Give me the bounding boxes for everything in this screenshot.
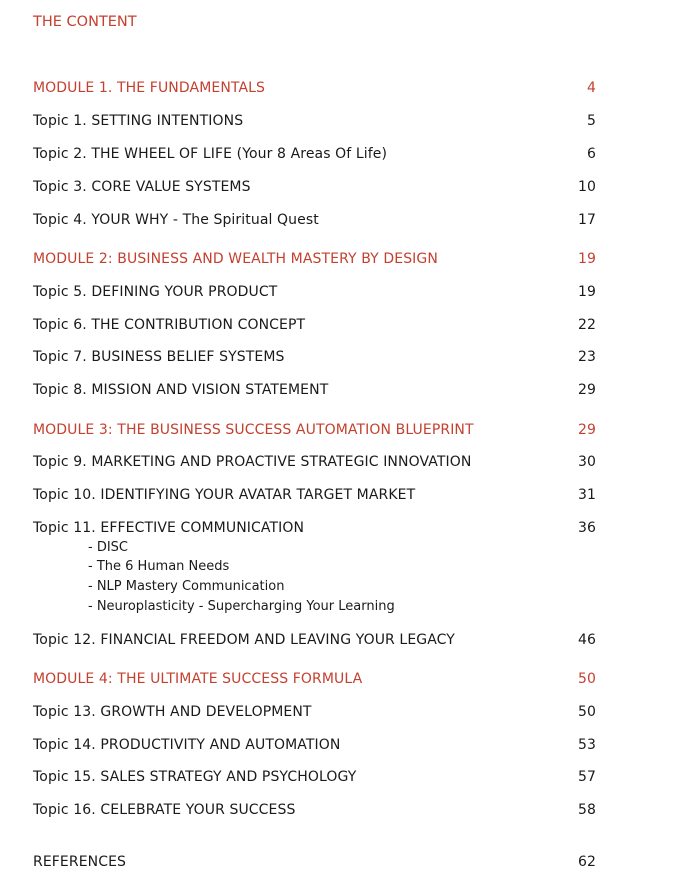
entry-label: MODULE 2: BUSINESS AND WEALTH MASTERY BY DESIGN (33, 251, 438, 267)
toc-topic-entry[interactable] (33, 315, 596, 335)
entry-page-number: 10 (577, 179, 596, 195)
entry-page-number: 23 (577, 349, 596, 365)
page-title: THE CONTENT (33, 14, 137, 30)
topic-11-subitem: - The 6 Human Needs (88, 559, 230, 574)
entry-label: REFERENCES (33, 854, 127, 870)
toc-topic-entry[interactable] (33, 702, 596, 722)
entry-label: Topic 14. PRODUCTIVITY AND AUTOMATION (33, 737, 341, 753)
toc-topic-entry[interactable] (33, 485, 596, 505)
toc-topic-entry[interactable] (33, 380, 596, 400)
entry-label: Topic 1. SETTING INTENTIONS (33, 113, 244, 129)
entry-page-number: 30 (577, 454, 596, 470)
entry-label: MODULE 4: THE ULTIMATE SUCCESS FORMULA (33, 671, 363, 687)
entry-label: Topic 15. SALES STRATEGY AND PSYCHOLOGY (33, 769, 357, 785)
entry-page-number: 31 (577, 487, 596, 503)
entry-label: Topic 3. CORE VALUE SYSTEMS (33, 179, 251, 195)
topic-11-subitem: - DISC (88, 540, 128, 555)
toc-topic-entry[interactable] (33, 630, 596, 650)
entry-page-number: 53 (577, 737, 596, 753)
entry-page-number: 4 (586, 80, 596, 96)
entry-page-number: 19 (577, 251, 596, 267)
toc-topic-entry[interactable] (33, 518, 596, 538)
entry-page-number: 58 (577, 802, 596, 818)
toc-module-entry[interactable] (33, 249, 596, 269)
topic-11-subitem: - NLP Mastery Communication (88, 579, 285, 594)
entry-page-number: 19 (577, 284, 596, 300)
entry-label: Topic 4. YOUR WHY - The Spiritual Quest (33, 212, 319, 228)
entry-page-number: 22 (577, 317, 596, 333)
entry-page-number: 57 (577, 769, 596, 785)
entry-page-number: 29 (577, 382, 596, 398)
entry-label: Topic 6. THE CONTRIBUTION CONCEPT (33, 317, 306, 333)
toc-topic-entry[interactable] (33, 735, 596, 755)
entry-label: Topic 5. DEFINING YOUR PRODUCT (33, 284, 278, 300)
entry-label: Topic 2. THE WHEEL OF LIFE (Your 8 Areas Of Life) (33, 146, 388, 162)
toc-topic-entry[interactable] (33, 452, 596, 472)
entry-page-number: 62 (577, 854, 596, 870)
entry-label: Topic 8. MISSION AND VISION STATEMENT (33, 382, 329, 398)
toc-module-entry[interactable] (33, 420, 596, 440)
entry-page-number: 36 (577, 520, 596, 536)
toc-module-entry[interactable] (33, 669, 596, 689)
entry-label: Topic 11. EFFECTIVE COMMUNICATION (33, 520, 305, 536)
entry-label: Topic 16. CELEBRATE YOUR SUCCESS (33, 802, 296, 818)
entry-label: MODULE 3: THE BUSINESS SUCCESS AUTOMATION BLUEPRINT (33, 422, 474, 438)
toc-topic-entry[interactable] (33, 177, 596, 197)
entry-label: MODULE 1. THE FUNDAMENTALS (33, 80, 266, 96)
entry-label: Topic 10. IDENTIFYING YOUR AVATAR TARGET MARKET (33, 487, 416, 503)
entry-page-number: 17 (577, 212, 596, 228)
entry-page-number: 5 (586, 113, 596, 129)
entry-page-number: 6 (586, 146, 596, 162)
entry-label: Topic 13. GROWTH AND DEVELOPMENT (33, 704, 312, 720)
entry-page-number: 50 (577, 704, 596, 720)
toc-references-entry[interactable] (33, 852, 596, 872)
toc-topic-entry[interactable] (33, 767, 596, 787)
toc-topic-entry[interactable] (33, 282, 596, 302)
entry-page-number: 50 (577, 671, 596, 687)
toc-topic-entry[interactable] (33, 800, 596, 820)
toc-topic-entry[interactable] (33, 347, 596, 367)
entry-label: Topic 9. MARKETING AND PROACTIVE STRATEGIC INNOVATION (33, 454, 472, 470)
toc-topic-entry[interactable] (33, 111, 596, 131)
entry-page-number: 46 (577, 632, 596, 648)
entry-label: Topic 12. FINANCIAL FREEDOM AND LEAVING YOUR LEGACY (33, 632, 455, 648)
toc-module-entry[interactable] (33, 78, 596, 98)
entry-page-number: 29 (577, 422, 596, 438)
entry-label: Topic 7. BUSINESS BELIEF SYSTEMS (33, 349, 285, 365)
toc-topic-entry[interactable] (33, 144, 596, 164)
topic-11-subitem: - Neuroplasticity - Supercharging Your Learning (88, 599, 395, 614)
toc-topic-entry[interactable] (33, 210, 596, 230)
